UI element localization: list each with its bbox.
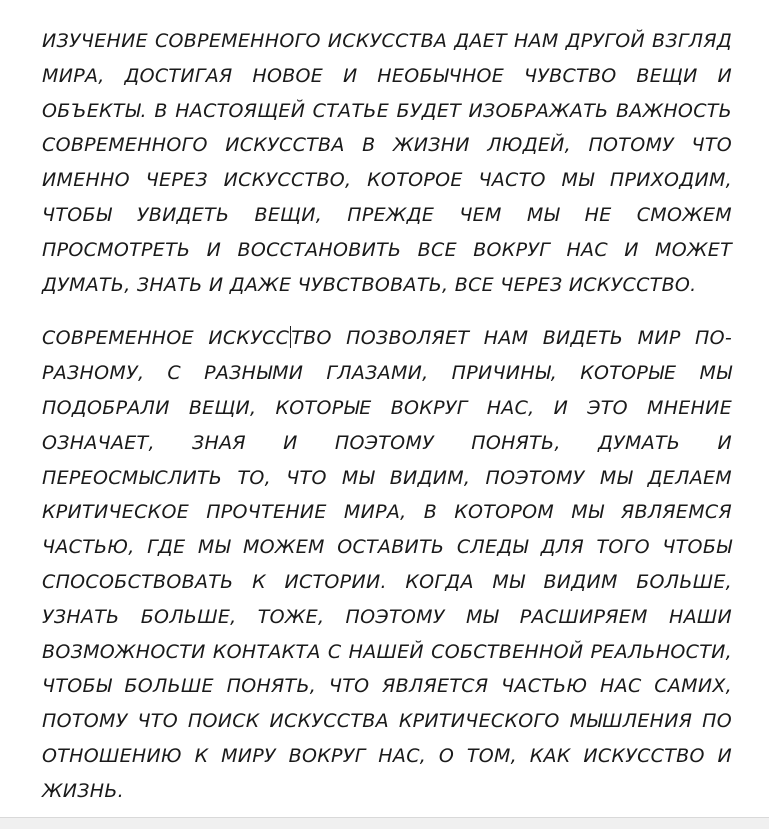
- document-body[interactable]: [42, 24, 732, 809]
- bottom-scrollbar[interactable]: [0, 817, 769, 829]
- paragraph-2-text-after-caret: ТВО ПОЗВОЛЯЕТ НАМ ВИДЕТЬ МИР ПО-РАЗНОМУ, С РАЗНЫМИ ГЛАЗАМИ, ПРИЧИНЫ, КОТОРЫЕ МЫ ПОДОБРАЛИ ВЕЩИ, КОТОРЫЕ ВОКРУГ НАС, И ЭТО МНЕНИЕ ОЗНАЧАЕТ, ЗНАЯ И ПОЭТОМУ ПОНЯТЬ, ДУМАТЬ И ПЕРЕОСМЫСЛИТЬ ТО, ЧТО МЫ ВИДИМ, ПОЭТОМУ МЫ ДЕЛАЕМ КРИТИЧЕСКОЕ ПРОЧТЕНИЕ МИРА, В КОТОРОМ МЫ ЯВЛЯЕМСЯ ЧАСТЬЮ, ГДЕ МЫ МОЖЕМ ОСТАВИТЬ СЛЕДЫ ДЛЯ ТОГО ЧТОБЫ СПОСОБСТВОВАТЬ К ИСТОРИИ. КОГДА МЫ ВИДИМ БОЛЬШЕ, УЗНАТЬ БОЛЬШЕ, ТОЖЕ, ПОЭТОМУ МЫ РАСШИРЯЕМ НАШИ ВОЗМОЖНОСТИ КОНТАКТА С НАШЕЙ СОБСТВЕННОЙ РЕАЛЬНОСТИ, ЧТОБЫ БОЛЬШЕ ПОНЯТЬ, ЧТО ЯВЛЯЕТСЯ ЧАСТЬЮ НАС САМИХ, ПОТОМУ ЧТО ПОИСК ИСКУССТВА КРИТИЧЕСКОГО МЫШЛЕНИЯ ПО ОТНОШЕНИЮ К МИРУ ВОКРУГ НАС, О ТОМ, КАК ИСКУССТВО И ЖИЗНЬ.: [42, 327, 733, 802]
- paragraph-2: [42, 321, 732, 808]
- paragraph-2-text-before-caret: СОВРЕМЕННОЕ ИСКУСС: [42, 327, 290, 350]
- paragraph-1: ИЗУЧЕНИЕ СОВРЕМЕННОГО ИСКУССТВА ДАЕТ НАМ ДРУГОЙ ВЗГЛЯД МИРА, ДОСТИГАЯ НОВОЕ И НЕОБЫЧНОЕ ЧУВСТВО ВЕЩИ И ОБЪЕКТЫ. В НАСТОЯЩЕЙ СТАТЬЕ БУДЕТ ИЗОБРАЖАТЬ ВАЖНОСТЬ СОВРЕМЕННОГО ИСКУССТВА В ЖИЗНИ ЛЮДЕЙ, ПОТОМУ ЧТО ИМЕННО ЧЕРЕЗ ИСКУССТВО, КОТОРОЕ ЧАСТО МЫ ПРИХОДИМ, ЧТОБЫ УВИДЕТЬ ВЕЩИ, ПРЕЖДЕ ЧЕМ МЫ НЕ СМОЖЕМ ПРОСМОТРЕТЬ И ВОССТАНОВИТЬ ВСЕ ВОКРУГ НАС И МОЖЕТ ДУМАТЬ, ЗНАТЬ И ДАЖЕ ЧУВСТВОВАТЬ, ВСЕ ЧЕРЕЗ ИСКУССТВО.: [42, 30, 732, 296]
